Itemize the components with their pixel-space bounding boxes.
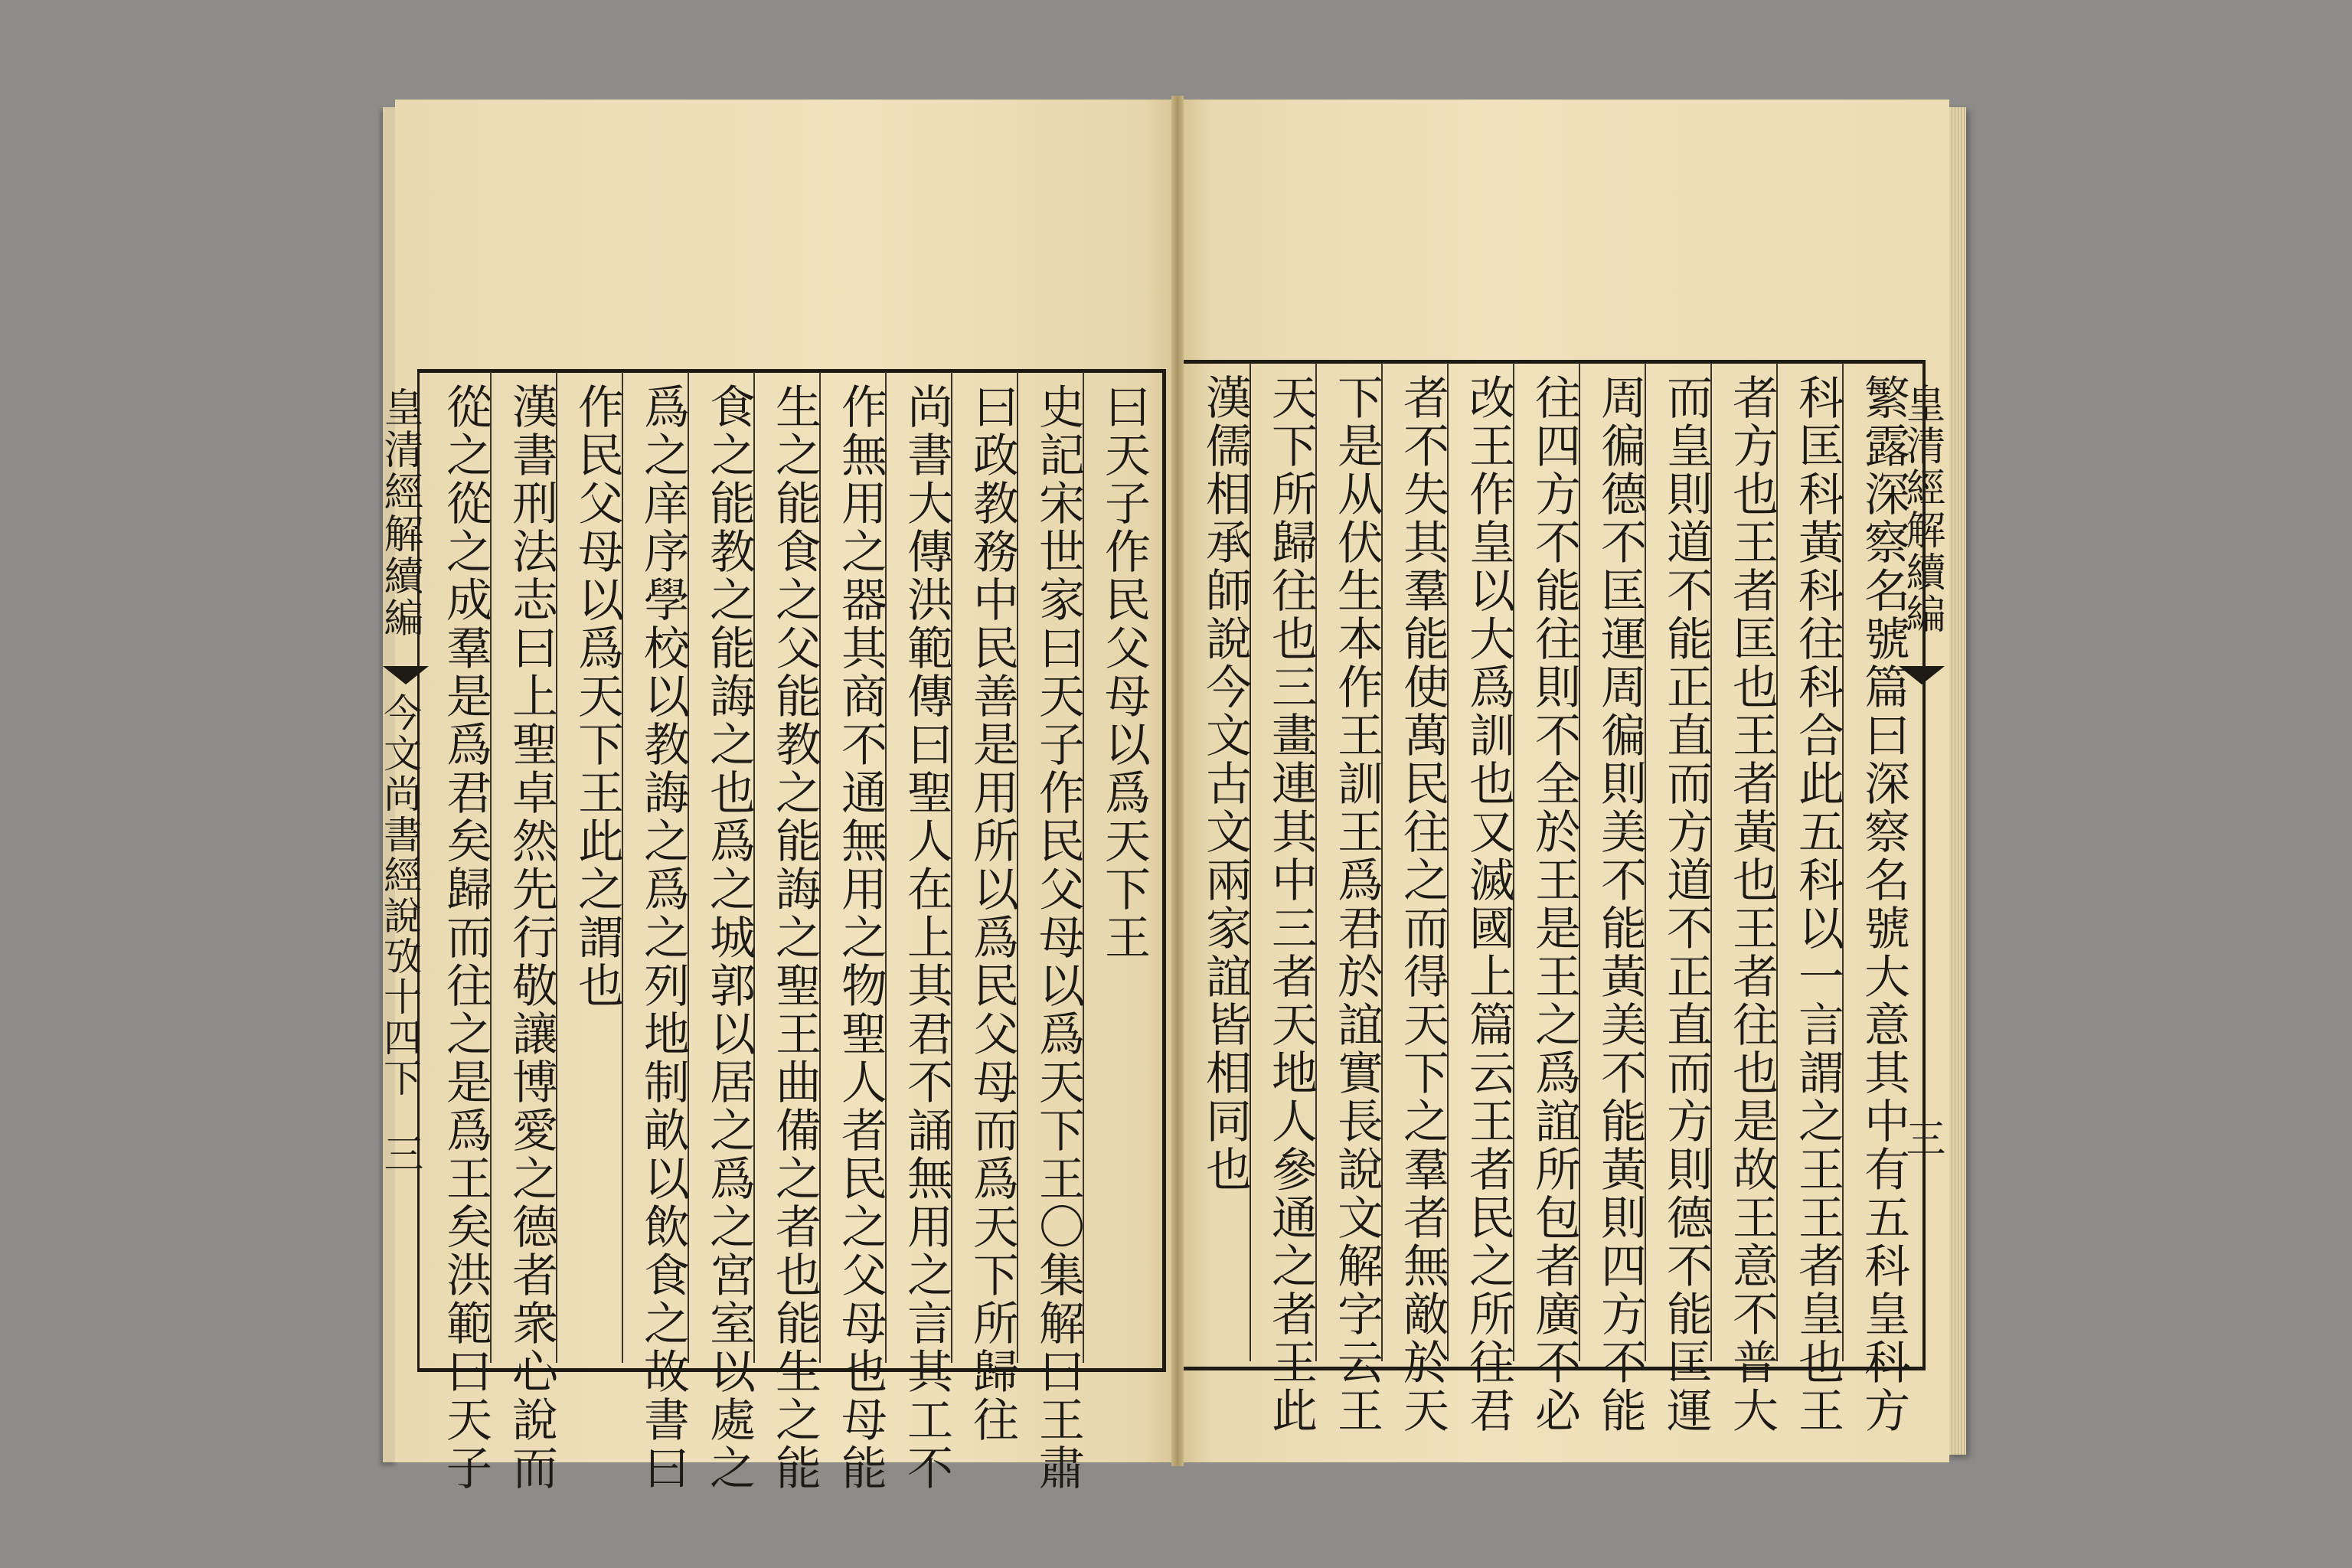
right-banner-leaf-mark: 三 <box>1899 1118 1945 1160</box>
left-text-column: 從之從之成羣是爲君矣歸而往之是爲王矣洪範曰天子 <box>439 383 492 1492</box>
left-text-column: 曰政教務中民善是用所以爲民父母而爲天下所歸往 <box>965 383 1019 1444</box>
right-text-column: 改王作皇以大爲訓也又滅國上篇云王者民之所往君 <box>1462 374 1515 1435</box>
book-gutter <box>1171 96 1184 1466</box>
left-text-column: 生之能食之父能教之能誨之聖王曲備之者也能生之能 <box>768 383 822 1492</box>
left-text-column: 史記宋世家曰天子作民父母以爲天下王〇集解曰王肅 <box>1031 383 1085 1492</box>
right-text-column: 而皇則道不能正直而方道不正直而方則德不能匡運 <box>1659 374 1713 1435</box>
left-text-column: 漢書刑法志曰上聖卓然先行敬讓博愛之德者衆心說而 <box>505 383 558 1492</box>
right-text-column: 下是从伏生本作王訓王爲君於誼實長說文解字云王 <box>1330 374 1383 1435</box>
right-text-column: 者方也王者匡也王者黃也王者往也是故王意不普大 <box>1725 374 1779 1435</box>
right-text-column: 漢儒相承師說今文古文兩家誼皆相同也 <box>1198 374 1252 1194</box>
left-banner-title: 皇清經解續編 <box>377 387 423 639</box>
left-text-column: 食之能教之能誨之也爲之城郭以居之爲之宮室以處之 <box>702 383 756 1492</box>
right-text-column: 科匡科黃科往科合此五科以一言謂之王王者皇也王 <box>1791 374 1844 1435</box>
left-text-column: 尚書大傳洪範傳曰聖人在上其君不誦無用之言其工不 <box>900 383 953 1492</box>
left-banner-chapter: 今文尚書經說攷十四下 <box>377 693 422 1099</box>
left-banner-leaf-mark: 三 <box>377 1133 423 1175</box>
right-text-column: 天下所歸往也三畫連其中三者天地人參通之者王此 <box>1264 374 1318 1435</box>
right-text-column: 者不失其羣能使萬民往之而得天下之羣者無敵於天 <box>1396 374 1449 1435</box>
left-fishtail-mark <box>383 666 429 684</box>
left-text-column: 作無用之器其商不通無用之物聖人者民之父母也母能 <box>834 383 887 1492</box>
left-text-column: 作民父母以爲天下王此之謂也 <box>570 383 624 1010</box>
left-text-column: 爲之庠序學校以教誨之爲之列地制畝以飲食之故書曰 <box>636 383 690 1492</box>
right-text-column: 往四方不能往則不全於王是王之爲誼所包者廣不必 <box>1527 374 1581 1435</box>
left-text-column: 曰天子作民父母以爲天下王 <box>1097 383 1151 962</box>
right-banner-title: 皇清經解續編 <box>1899 383 1945 635</box>
right-text-column: 繁露深察名號篇曰深察名號大意其中有五科皇科方 <box>1857 374 1910 1435</box>
right-text-column: 周徧德不匡運周徧則美不能黃美不能黃則四方不能 <box>1593 374 1647 1435</box>
